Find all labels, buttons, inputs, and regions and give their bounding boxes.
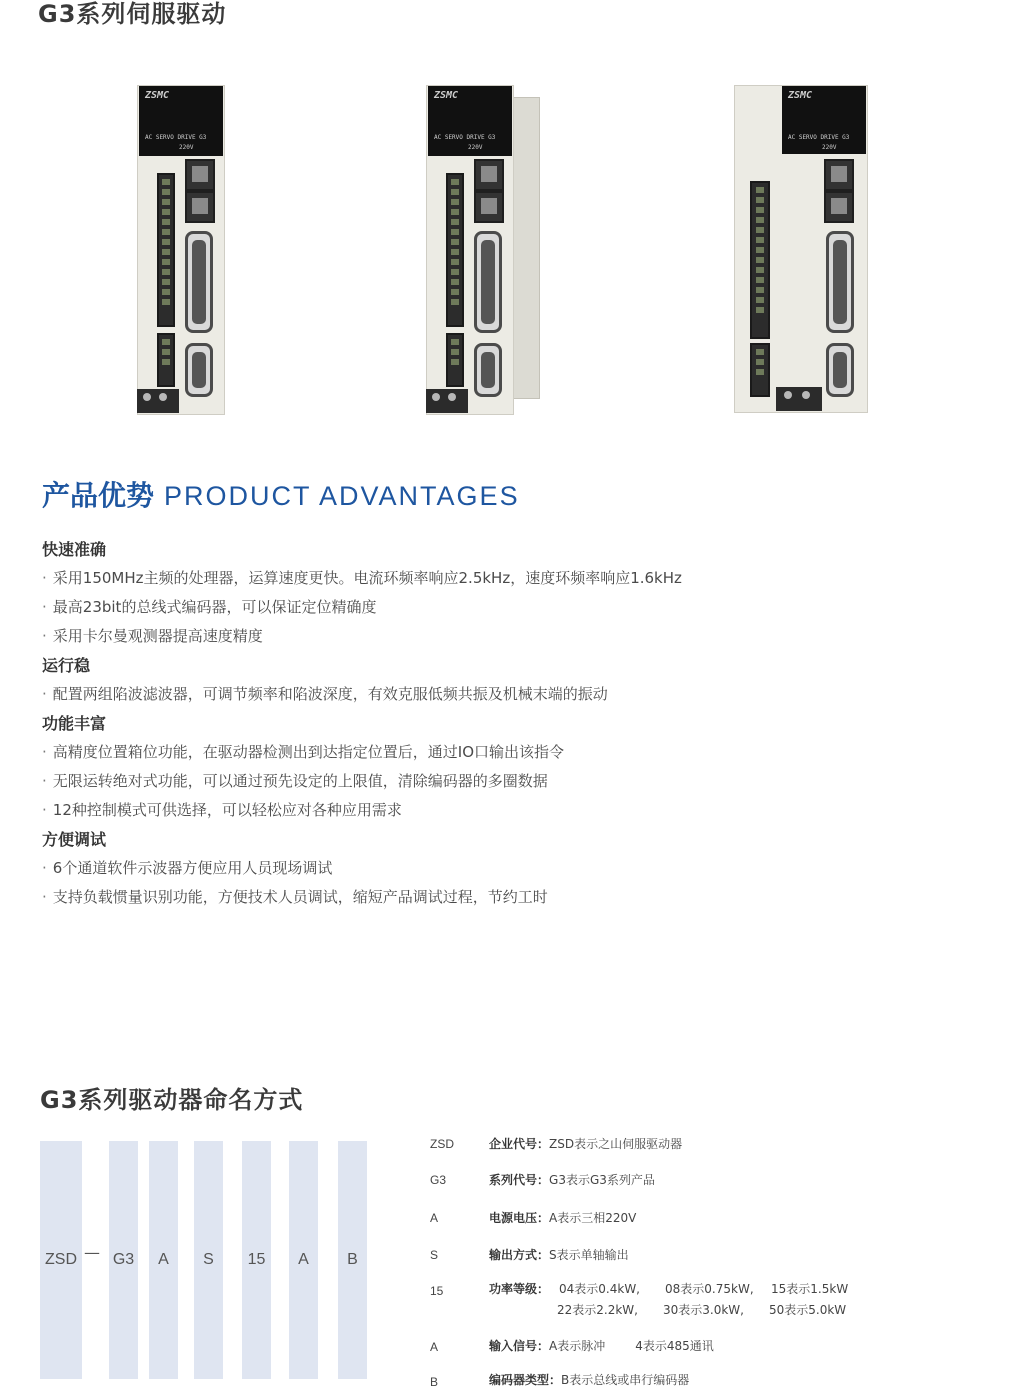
brand-logo: ZSMC xyxy=(788,90,813,101)
advantage-item-text: 支持负载惯量识别功能，方便技术人员调试，缩短产品调试过程，节约工时 xyxy=(52,888,548,906)
advantage-group-title: 功能丰富 xyxy=(42,714,107,733)
cn-port-2 xyxy=(474,191,504,223)
naming-title: G3系列驱动器命名方式 xyxy=(40,1086,304,1114)
advantage-item-text: 无限运转绝对式功能，可以通过预先设定的上限值，清除编码器的多圈数据 xyxy=(52,772,548,790)
drive-front-panel xyxy=(428,86,512,156)
cn2-connector xyxy=(185,231,213,333)
advantage-item: · 支持负载惯量识别功能，方便技术人员调试，缩短产品调试过程，节约工时 xyxy=(42,888,548,906)
cn-port-1 xyxy=(185,159,215,191)
drive-model-label: AC SERVO DRIVE G3 xyxy=(434,134,496,141)
product-image-2 xyxy=(426,85,542,415)
definition-value: ZSD表示之山伺服驱动器 xyxy=(549,1137,683,1151)
code-segment-text: ZSD xyxy=(45,1251,77,1268)
drive-model-label: AC SERVO DRIVE G3 xyxy=(788,134,850,141)
advantage-item-text: 采用150MHz主频的处理器，运算速度更快。电流环频率响应2.5kHz，速度环频率响应1.6kHz xyxy=(52,569,682,587)
definition-value: S表示单轴输出 xyxy=(549,1248,629,1262)
advantages-heading-cn: 产品优势 xyxy=(42,479,155,512)
advantage-item: · 12种控制模式可供选择，可以轻松应对各种应用需求 xyxy=(42,801,402,819)
series-title: G3系列伺服驱动 xyxy=(38,0,227,28)
advantage-item: · 最高23bit的总线式编码器，可以保证定位精确度 xyxy=(42,598,377,616)
definition-label: 输入信号： xyxy=(489,1339,550,1353)
definition-label: 编码器类型： xyxy=(489,1373,562,1387)
advantage-group-title: 运行稳 xyxy=(42,656,91,675)
code-segment-series xyxy=(109,1141,138,1379)
advantages-heading-en: PRODUCT ADVANTAGES xyxy=(164,481,520,511)
motor-terminal-block xyxy=(446,333,464,387)
product-image-1 xyxy=(137,85,225,415)
power-level: 22表示2.2kW, xyxy=(557,1303,638,1317)
definition-code: B xyxy=(430,1375,439,1389)
ground-screws xyxy=(776,387,822,411)
advantage-item: · 采用150MHz主频的处理器，运算速度更快。电流环频率响应2.5kHz，速度环频率响应1.6kHz xyxy=(42,569,682,587)
cn1-connector xyxy=(474,343,502,397)
cn1-connector xyxy=(185,343,213,397)
definition-text xyxy=(489,1208,636,1229)
ground-screws xyxy=(137,389,179,413)
code-separator: — xyxy=(84,1243,100,1262)
code-segment-output xyxy=(194,1141,223,1379)
motor-terminal-block xyxy=(157,333,175,387)
definition-code: 15 xyxy=(430,1284,444,1298)
definition-code: G3 xyxy=(430,1173,447,1187)
drive-front-panel xyxy=(139,86,223,156)
power-terminal-block xyxy=(750,181,770,339)
code-segment-text: A xyxy=(298,1251,309,1268)
code-segment-text: G3 xyxy=(112,1251,135,1268)
advantage-item-text: 最高23bit的总线式编码器，可以保证定位精确度 xyxy=(52,598,377,616)
cn-port-2 xyxy=(824,191,854,223)
power-terminal-block xyxy=(157,173,175,327)
drive-voltage-label: 220V xyxy=(179,144,194,151)
definition-label: 功率等级： xyxy=(489,1282,550,1296)
definition-text xyxy=(489,1134,682,1155)
advantage-item: · 无限运转绝对式功能，可以通过预先设定的上限值，清除编码器的多圈数据 xyxy=(42,772,548,790)
advantage-item-text: 12种控制模式可供选择，可以轻松应对各种应用需求 xyxy=(52,801,402,819)
code-segment-zsd xyxy=(40,1141,82,1379)
advantage-item-text: 6个通道软件示波器方便应用人员现场调试 xyxy=(52,859,333,877)
motor-terminal-block xyxy=(750,343,770,397)
power-level: 04表示0.4kW, xyxy=(559,1282,640,1296)
advantage-item: · 配置两组陷波滤波器，可调节频率和陷波深度，有效克服低频共振及机械末端的振动 xyxy=(42,685,608,703)
advantages-heading xyxy=(42,474,520,514)
code-segment-text: 15 xyxy=(247,1251,266,1268)
definition-value: G3表示G3系列产品 xyxy=(549,1173,655,1187)
cn2-connector xyxy=(474,231,502,333)
cn2-connector xyxy=(826,231,854,333)
code-segment-text: S xyxy=(203,1251,214,1268)
code-segment-text: A xyxy=(158,1251,169,1268)
power-terminal-block xyxy=(446,173,464,327)
definition-label: 输出方式： xyxy=(489,1248,550,1262)
definition-value: A表示脉冲 xyxy=(549,1339,606,1353)
definition-code: A xyxy=(430,1340,439,1354)
power-level: 08表示0.75kW, xyxy=(665,1282,754,1296)
advantage-item: · 6个通道软件示波器方便应用人员现场调试 xyxy=(42,859,333,877)
definition-text xyxy=(489,1245,629,1266)
cn1-connector xyxy=(826,343,854,397)
definition-code: S xyxy=(430,1248,439,1262)
definition-text xyxy=(489,1170,655,1191)
power-level: 15表示1.5kW xyxy=(771,1282,849,1296)
definition-text xyxy=(489,1279,848,1321)
definition-code: A xyxy=(430,1211,439,1225)
code-segment-input xyxy=(289,1141,318,1379)
definition-code: ZSD xyxy=(430,1137,454,1151)
definition-label: 企业代号： xyxy=(489,1137,550,1151)
definition-text xyxy=(489,1336,714,1357)
cn-port-1 xyxy=(474,159,504,191)
definition-label: 系列代号： xyxy=(489,1173,550,1187)
code-segment-voltage xyxy=(149,1141,178,1379)
advantage-group-title: 方便调试 xyxy=(42,830,107,849)
cn-port-1 xyxy=(824,159,854,191)
advantage-item: · 采用卡尔曼观测器提高速度精度 xyxy=(42,627,263,645)
advantages-list xyxy=(42,535,982,912)
code-segment-encoder xyxy=(338,1141,367,1379)
definition-text xyxy=(489,1370,689,1391)
drive-voltage-label: 220V xyxy=(822,144,837,151)
power-level: 50表示5.0kW xyxy=(769,1303,847,1317)
advantage-item: · 高精度位置箱位功能，在驱动器检测出到达指定位置后，通过IO口输出该指令 xyxy=(42,743,565,761)
power-level: 30表示3.0kW, xyxy=(663,1303,744,1317)
definition-value: B表示总线或串行编码器 xyxy=(561,1373,690,1387)
cn-port-2 xyxy=(185,191,215,223)
advantage-item-text: 高精度位置箱位功能，在驱动器检测出到达指定位置后，通过IO口输出该指令 xyxy=(52,743,565,761)
product-image-3 xyxy=(734,85,868,415)
brand-logo: ZSMC xyxy=(145,90,170,101)
drive-voltage-label: 220V xyxy=(468,144,483,151)
drive-model-label: AC SERVO DRIVE G3 xyxy=(145,134,207,141)
definition-value: A表示三相220V xyxy=(549,1211,637,1225)
code-segment-power xyxy=(242,1141,271,1379)
ground-screws xyxy=(426,389,468,413)
advantage-item-text: 配置两组陷波滤波器，可调节频率和陷波深度，有效克服低频共振及机械末端的振动 xyxy=(52,685,608,703)
definition-label: 电源电压： xyxy=(489,1211,550,1225)
advantage-group-title: 快速准确 xyxy=(42,540,107,559)
drive-front-panel xyxy=(782,86,866,154)
advantage-item-text: 采用卡尔曼观测器提高速度精度 xyxy=(52,627,263,645)
definition-value: 4表示485通讯 xyxy=(635,1339,714,1353)
brand-logo: ZSMC xyxy=(434,90,459,101)
code-segment-text: B xyxy=(347,1251,358,1268)
